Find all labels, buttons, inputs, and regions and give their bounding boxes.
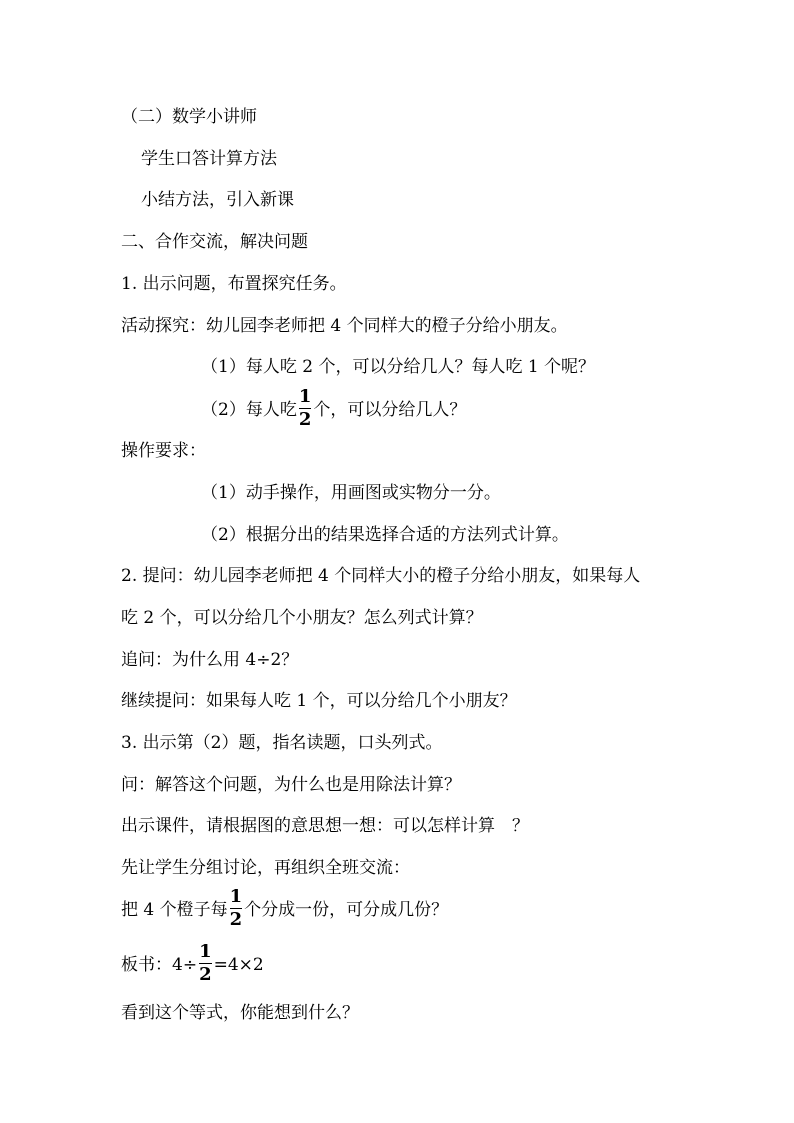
fraction <box>230 888 243 929</box>
text-line: 追问：为什么用 4÷2？ <box>121 650 299 670</box>
section-heading-cooperation: 二、合作交流，解决问题 <box>121 232 308 252</box>
text-line: 3. 出示第（2）题，指名读题，口头列式。 <box>121 733 443 753</box>
fraction-denominator: 2 <box>298 409 312 430</box>
text-line: 1. 出示问题，布置探究任务。 <box>121 274 347 294</box>
text-segment: 个分成一份，可分成几份？ <box>244 900 449 920</box>
fraction-numerator: 1 <box>199 941 212 962</box>
text-line: 看到这个等式，你能想到什么？ <box>121 1003 359 1023</box>
text-line-with-fraction <box>201 386 467 431</box>
fraction-numerator: 1 <box>298 386 312 407</box>
text-line: 小结方法，引入新课 <box>141 190 294 210</box>
text-line: 吃 2 个，可以分给几个小朋友？怎么列式计算？ <box>121 608 483 628</box>
fraction <box>299 388 312 429</box>
text-line: 问：解答这个问题，为什么也是用除法计算？ <box>121 775 461 795</box>
text-line: 出示课件，请根据图的意思想一想：可以怎样计算 ？ <box>121 816 529 836</box>
fraction-denominator: 2 <box>229 909 243 930</box>
text-segment: =4×2 <box>213 955 264 975</box>
section-heading-math-lecturer: （二）数学小讲师 <box>121 107 257 127</box>
text-line: 活动探究：幼儿园李老师把 4 个同样大的橙子分给小朋友。 <box>121 316 568 336</box>
text-line-with-fraction <box>121 886 449 931</box>
text-line: 操作要求： <box>121 441 206 461</box>
text-line: （2）根据分出的结果选择合适的方法列式计算。 <box>201 525 569 545</box>
fraction-denominator: 2 <box>199 964 212 985</box>
text-line: （1）动手操作，用画图或实物分一分。 <box>201 483 501 503</box>
board-writing-equation <box>121 941 264 986</box>
text-line: （1）每人吃 2 个，可以分给几人？每人吃 1 个呢？ <box>201 357 596 377</box>
text-segment: 板书：4÷ <box>121 955 198 975</box>
text-segment: （2）每人吃 <box>201 400 297 420</box>
text-line: 继续提问：如果每人吃 1 个，可以分给几个小朋友？ <box>121 691 517 711</box>
text-segment: 个，可以分给几人？ <box>313 400 467 420</box>
fraction <box>199 943 212 984</box>
text-line: 先让学生分组讨论，再组织全班交流： <box>121 858 410 878</box>
text-line: 学生口答计算方法 <box>141 149 277 169</box>
text-segment: 把 4 个橙子每 <box>121 900 228 920</box>
fraction-numerator: 1 <box>229 886 243 907</box>
text-line: 2. 提问：幼儿园李老师把 4 个同样大小的橙子分给小朋友，如果每人 <box>121 566 641 586</box>
